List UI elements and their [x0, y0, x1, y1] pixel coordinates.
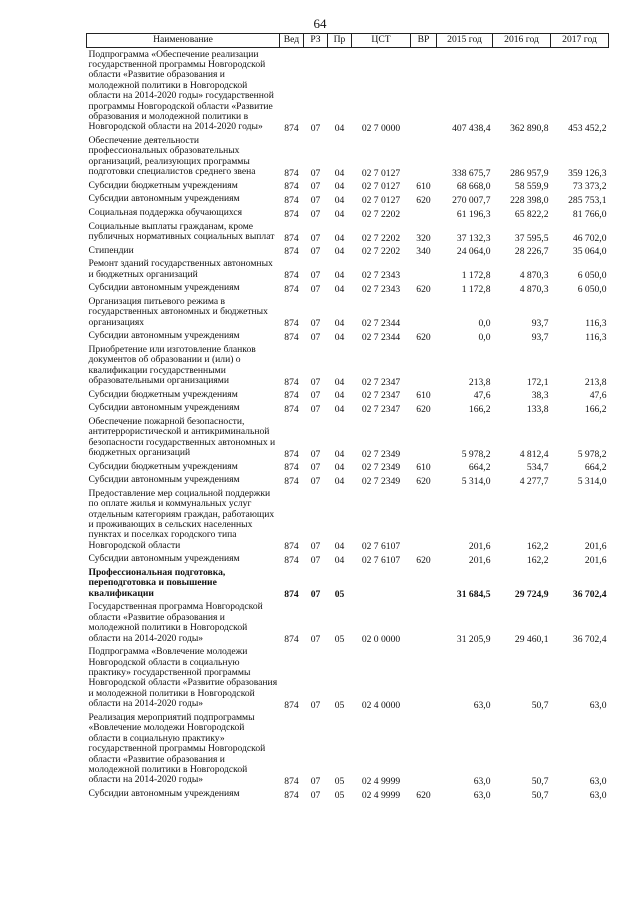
row-2017: 35 064,0 — [572, 246, 607, 258]
row-rz: 07 — [310, 232, 321, 244]
row-vr — [411, 566, 437, 600]
header-vr: ВР — [411, 34, 437, 48]
row-name: Подпрограмма «Обеспечение реализации государственной программы Новгородской области «Развитие образования и молодежной политики в Новгородской области на 2014-2020 годы» государственной программы Новгородской области «Развитие образования и молодежной политики в Новгородской области на 2014-2020 годы» — [88, 48, 274, 133]
row-2015: 270 007,7 — [452, 195, 491, 207]
row-name: Субсидии автономным учреждениям — [88, 402, 240, 414]
row-name: Субсидии бюджетным учреждениям — [88, 179, 238, 191]
row-rz: 07 — [310, 541, 321, 553]
row-pr: 04 — [334, 167, 345, 179]
row-cst: 02 4 0000 — [361, 699, 401, 711]
row-pr: 05 — [334, 589, 345, 601]
table-row — [87, 474, 609, 488]
row-ved: 874 — [284, 462, 299, 474]
row-name: Социальная поддержка обучающихся — [88, 207, 243, 219]
row-name: Субсидии автономным учреждениям — [88, 330, 240, 342]
row-name: Субсидии бюджетным учреждениям — [88, 460, 238, 472]
row-ved: 874 — [284, 403, 299, 415]
row-ved: 874 — [284, 589, 299, 601]
row-pr: 04 — [334, 376, 345, 388]
row-pr: 04 — [334, 318, 345, 330]
header-cst: ЦСТ — [352, 34, 411, 48]
row-rz: 07 — [310, 448, 321, 460]
row-2017: 285 753,1 — [568, 195, 607, 207]
row-vr: 610 — [416, 181, 431, 193]
row-vr: 620 — [416, 475, 431, 487]
row-pr: 04 — [334, 462, 345, 474]
row-rz: 07 — [310, 181, 321, 193]
row-vr — [411, 601, 437, 646]
row-ved: 874 — [284, 331, 299, 343]
row-2016: 58 559,9 — [514, 181, 549, 193]
header-2015: 2015 год — [437, 34, 493, 48]
row-pr: 04 — [334, 403, 345, 415]
page-number: 64 — [313, 16, 327, 31]
row-2017: 116,3 — [585, 318, 607, 330]
row-pr: 05 — [334, 789, 345, 801]
table-row — [87, 343, 609, 388]
table-row — [87, 330, 609, 344]
row-2015: 201,6 — [468, 541, 491, 553]
row-2015: 1 172,8 — [461, 283, 491, 295]
row-ved: 874 — [284, 283, 299, 295]
row-2017: 81 766,0 — [572, 208, 607, 220]
row-cst: 02 7 2347 — [361, 403, 401, 415]
row-cst: 02 7 2349 — [361, 448, 401, 460]
table-row — [87, 134, 609, 179]
row-ved: 874 — [284, 208, 299, 220]
row-rz: 07 — [310, 475, 321, 487]
row-2017: 201,6 — [584, 541, 607, 553]
row-cst: 02 7 0127 — [361, 195, 401, 207]
row-vr: 340 — [416, 246, 431, 258]
row-2015: 63,0 — [473, 775, 491, 787]
row-cst: 02 7 2344 — [361, 331, 401, 343]
row-cst: 02 4 9999 — [361, 789, 401, 801]
row-ved: 874 — [284, 541, 299, 553]
row-2017: 47,6 — [589, 390, 607, 402]
table-row — [87, 48, 609, 135]
row-ved: 874 — [284, 376, 299, 388]
row-2016: 4 277,7 — [519, 475, 549, 487]
row-rz: 07 — [310, 167, 321, 179]
row-2017: 453 452,2 — [568, 123, 607, 135]
row-2017: 46 702,0 — [572, 232, 607, 244]
row-name: Предоставление мер социальной поддержки по оплате жилья и коммунальных услуг отдельным категориям граждан, работающих и проживающих в сельских населенных пунктах и поселках городского типа Новгородской области — [88, 487, 275, 551]
row-cst: 02 7 2202 — [361, 246, 401, 258]
table-row — [87, 244, 609, 258]
row-pr: 04 — [334, 123, 345, 135]
row-cst: 02 7 2343 — [361, 283, 401, 295]
row-2015: 213,8 — [468, 376, 491, 388]
row-pr: 04 — [334, 270, 345, 282]
row-rz: 07 — [310, 462, 321, 474]
row-rz: 07 — [310, 589, 321, 601]
row-vr: 620 — [416, 331, 431, 343]
table-row — [87, 646, 609, 712]
table-row — [87, 566, 609, 600]
row-2016: 172,1 — [526, 376, 549, 388]
row-vr — [411, 258, 437, 282]
row-pr: 05 — [334, 775, 345, 787]
row-rz: 07 — [310, 634, 321, 646]
row-2016: 50,7 — [531, 789, 549, 801]
row-2017: 5 978,2 — [577, 448, 607, 460]
row-cst: 02 7 2349 — [361, 475, 401, 487]
row-vr: 620 — [416, 403, 431, 415]
row-rz: 07 — [310, 331, 321, 343]
row-2015: 63,0 — [473, 699, 491, 711]
row-name: Профессиональная подготовка, переподготовка и повышение квалификации — [88, 567, 226, 599]
row-vr: 320 — [416, 232, 431, 244]
row-cst: 02 7 6107 — [361, 555, 401, 567]
row-2017: 116,3 — [585, 331, 607, 343]
table-row — [87, 460, 609, 474]
row-rz: 07 — [310, 123, 321, 135]
table-row — [87, 388, 609, 402]
row-2017: 166,2 — [584, 403, 607, 415]
table-row — [87, 787, 609, 801]
table-row — [87, 295, 609, 329]
row-pr: 04 — [334, 390, 345, 402]
row-vr: 620 — [416, 789, 431, 801]
row-2016: 133,8 — [526, 403, 549, 415]
row-2015: 664,2 — [468, 462, 491, 474]
row-name: Реализация мероприятий подпрограммы «Вовлечение молодежи Новгородской области в социальную практику» государственной программы Новгородской области «Развитие образования и молодежной политики в Новгородской области на 2014-2020 годы» — [88, 711, 266, 786]
row-rz: 07 — [310, 318, 321, 330]
row-2017: 63,0 — [589, 699, 607, 711]
row-2016: 4 812,4 — [519, 448, 549, 460]
row-2017: 5 314,0 — [577, 475, 607, 487]
row-2015: 407 438,4 — [452, 123, 491, 135]
row-2015: 5 978,2 — [461, 448, 491, 460]
row-name: Субсидии автономным учреждениям — [88, 787, 240, 799]
row-pr: 04 — [334, 541, 345, 553]
row-2017: 213,8 — [584, 376, 607, 388]
table-row — [87, 220, 609, 244]
row-pr: 04 — [334, 246, 345, 258]
header-name: Наименование — [87, 34, 280, 48]
row-pr: 05 — [334, 699, 345, 711]
row-2015: 166,2 — [468, 403, 491, 415]
row-name: Субсидии автономным учреждениям — [88, 553, 240, 565]
row-pr: 04 — [334, 208, 345, 220]
row-vr — [411, 206, 437, 220]
row-vr: 610 — [416, 390, 431, 402]
row-2017: 36 702,4 — [572, 634, 607, 646]
table-row — [87, 487, 609, 553]
row-2016: 162,2 — [526, 555, 549, 567]
row-2017: 73 373,2 — [572, 181, 607, 193]
table-row — [87, 601, 609, 646]
row-2016: 65 822,2 — [514, 208, 549, 220]
row-2016: 228 398,0 — [510, 195, 549, 207]
row-pr: 04 — [334, 331, 345, 343]
row-rz: 07 — [310, 699, 321, 711]
row-cst: 02 7 2349 — [361, 462, 401, 474]
row-vr — [411, 487, 437, 553]
row-2016: 38,3 — [531, 390, 549, 402]
row-cst: 02 7 0000 — [361, 123, 401, 135]
row-vr — [411, 295, 437, 329]
row-2015: 338 675,7 — [452, 167, 491, 179]
row-ved: 874 — [284, 789, 299, 801]
row-2017: 63,0 — [589, 775, 607, 787]
row-pr: 04 — [334, 475, 345, 487]
row-name: Субсидии автономным учреждениям — [88, 193, 240, 205]
header-2016: 2016 год — [493, 34, 551, 48]
row-vr: 610 — [416, 462, 431, 474]
row-2016: 37 595,5 — [514, 232, 549, 244]
table-row — [87, 206, 609, 220]
row-2015: 61 196,3 — [456, 208, 491, 220]
row-rz: 07 — [310, 246, 321, 258]
table-header-row — [87, 34, 609, 48]
row-2016: 29 460,1 — [514, 634, 549, 646]
table-row — [87, 711, 609, 787]
table-row — [87, 179, 609, 193]
row-cst: 02 7 2347 — [361, 376, 401, 388]
row-rz: 07 — [310, 283, 321, 295]
row-2015: 0,0 — [478, 318, 491, 330]
row-vr — [411, 646, 437, 712]
row-2016: 93,7 — [531, 318, 549, 330]
row-vr — [411, 711, 437, 787]
row-2017: 6 050,0 — [577, 283, 607, 295]
row-rz: 07 — [310, 376, 321, 388]
row-cst: 02 0 0000 — [361, 634, 401, 646]
row-name: Обеспечение деятельности профессиональных образовательных организаций, реализующих программы подготовки специалистов среднего звена — [88, 135, 256, 178]
row-name: Организация питьевого режима в государственных автономных и бюджетных организациях — [88, 295, 268, 328]
row-2016: 4 870,3 — [519, 283, 549, 295]
table-row — [87, 402, 609, 416]
row-2015: 68 668,0 — [456, 181, 491, 193]
row-2016: 93,7 — [531, 331, 549, 343]
row-rz: 07 — [310, 195, 321, 207]
row-ved: 874 — [284, 390, 299, 402]
row-2015: 5 314,0 — [461, 475, 491, 487]
budget-table — [86, 33, 609, 801]
row-2017: 359 126,3 — [568, 167, 607, 179]
row-pr: 04 — [334, 283, 345, 295]
row-2016: 534,7 — [526, 462, 549, 474]
row-name: Государственная программа Новгородской области «Развитие образования и молодежной политики в Новгородской области на 2014-2020 годы» — [88, 601, 263, 644]
row-rz: 07 — [310, 208, 321, 220]
row-name: Субсидии автономным учреждениям — [88, 474, 240, 486]
row-2017: 36 702,4 — [572, 589, 607, 601]
row-rz: 07 — [310, 775, 321, 787]
row-rz: 07 — [310, 270, 321, 282]
row-ved: 874 — [284, 448, 299, 460]
row-name: Социальные выплаты гражданам, кроме публичных нормативных социальных выплат — [88, 220, 275, 243]
row-vr: 620 — [416, 195, 431, 207]
row-vr — [411, 415, 437, 460]
row-name: Субсидии автономным учреждениям — [88, 282, 240, 294]
row-rz: 07 — [310, 403, 321, 415]
row-2016: 162,2 — [526, 541, 549, 553]
row-vr: 620 — [416, 555, 431, 567]
row-rz: 07 — [310, 390, 321, 402]
row-2015: 24 064,0 — [456, 246, 491, 258]
row-2017: 6 050,0 — [577, 270, 607, 282]
row-ved: 874 — [284, 634, 299, 646]
table-row — [87, 193, 609, 207]
row-2015: 63,0 — [473, 789, 491, 801]
row-rz: 07 — [310, 789, 321, 801]
row-pr: 04 — [334, 232, 345, 244]
row-vr — [411, 48, 437, 135]
row-pr: 05 — [334, 634, 345, 646]
table-row — [87, 258, 609, 282]
row-name: Приобретение или изготовление бланков документов об образовании и (или) о квалификации государственными образовательными организациями — [88, 343, 256, 387]
row-2015: 31 684,5 — [456, 589, 491, 601]
row-name: Обеспечение пожарной безопасности, антитеррористической и антикриминальной безопасности государственных автономных и бюджетных организаций — [88, 415, 276, 459]
row-vr — [411, 134, 437, 179]
row-rz: 07 — [310, 555, 321, 567]
header-pr: Пр — [328, 34, 352, 48]
row-vr — [411, 343, 437, 388]
row-cst: 02 7 2344 — [361, 318, 401, 330]
row-ved: 874 — [284, 195, 299, 207]
row-cst: 02 7 2343 — [361, 270, 401, 282]
row-cst: 02 7 0127 — [361, 167, 401, 179]
row-cst: 02 7 2202 — [361, 232, 401, 244]
row-2015: 1 172,8 — [461, 270, 491, 282]
row-name: Подпрограмма «Вовлечение молодежи Новгородской области в социальную практику» государственной программы Новгородской области «Развитие образования и молодежной политики в Новгородской области на 2014-2020 годы» — [88, 646, 278, 710]
row-pr: 04 — [334, 448, 345, 460]
row-cst: 02 7 2347 — [361, 390, 401, 402]
row-ved: 874 — [284, 555, 299, 567]
row-name: Субсидии бюджетным учреждениям — [88, 388, 238, 400]
row-2016: 50,7 — [531, 775, 549, 787]
row-2017: 201,6 — [584, 555, 607, 567]
row-pr: 04 — [334, 195, 345, 207]
row-cst: 02 7 6107 — [361, 541, 401, 553]
row-2016: 286 957,9 — [510, 167, 549, 179]
row-2015: 0,0 — [478, 331, 491, 343]
row-2015: 37 132,3 — [456, 232, 491, 244]
row-name: Стипендии — [88, 244, 134, 256]
table-row — [87, 415, 609, 460]
row-ved: 874 — [284, 167, 299, 179]
row-2017: 664,2 — [584, 462, 607, 474]
header-2017: 2017 год — [551, 34, 609, 48]
header-ved: Вед — [280, 34, 304, 48]
row-cst: 02 4 9999 — [361, 775, 401, 787]
header-rz: РЗ — [304, 34, 328, 48]
row-vr: 620 — [416, 283, 431, 295]
row-ved: 874 — [284, 246, 299, 258]
row-ved: 874 — [284, 475, 299, 487]
row-2016: 4 870,3 — [519, 270, 549, 282]
row-2016: 28 226,7 — [514, 246, 549, 258]
row-ved: 874 — [284, 181, 299, 193]
row-2015: 31 205,9 — [456, 634, 491, 646]
row-ved: 874 — [284, 123, 299, 135]
table-row — [87, 282, 609, 296]
row-cst: 02 7 2202 — [361, 208, 401, 220]
table-row — [87, 553, 609, 567]
row-ved: 874 — [284, 270, 299, 282]
row-2016: 29 724,9 — [514, 589, 549, 601]
row-2016: 50,7 — [531, 699, 549, 711]
row-2015: 47,6 — [473, 390, 491, 402]
row-ved: 874 — [284, 318, 299, 330]
row-pr: 04 — [334, 181, 345, 193]
row-cst — [352, 566, 411, 600]
row-ved: 874 — [284, 699, 299, 711]
row-ved: 874 — [284, 232, 299, 244]
row-2015: 201,6 — [468, 555, 491, 567]
row-cst: 02 7 0127 — [361, 181, 401, 193]
row-pr: 04 — [334, 555, 345, 567]
row-name: Ремонт зданий государственных автономных и бюджетных организаций — [88, 258, 273, 280]
row-2016: 362 890,8 — [510, 123, 549, 135]
row-2017: 63,0 — [589, 789, 607, 801]
row-ved: 874 — [284, 775, 299, 787]
